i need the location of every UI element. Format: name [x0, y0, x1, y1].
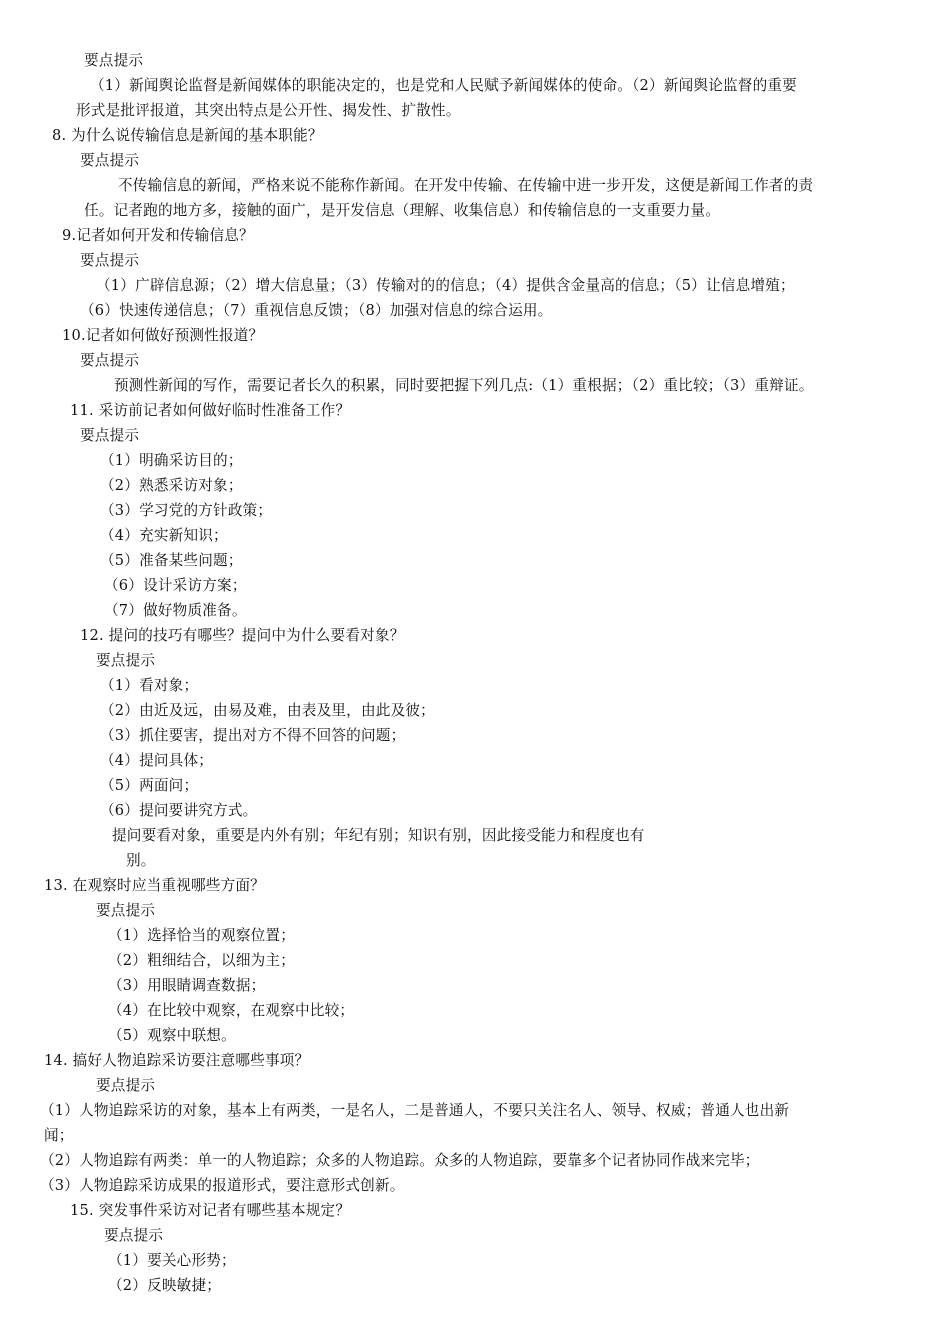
paragraph-line: （1）人物追踪采访的对象，基本上有两类，一是名人，二是普通人，不要只关注名人、领导、权威；普通人也出新: [40, 1102, 790, 1119]
question-heading: 8. 为什么说传输信息是新闻的基本职能？: [52, 127, 323, 144]
list-item: （5）观察中联想。: [108, 1027, 236, 1044]
tips-heading: 要点提示: [80, 252, 140, 269]
paragraph-line: 别。: [126, 852, 156, 869]
paragraph-line: 任。记者跑的地方多，接触的面广，是开发信息（理解、收集信息）和传输信息的一支重要力量。: [84, 202, 721, 219]
paragraph-line: （1）新闻舆论监督是新闻媒体的职能决定的，也是党和人民赋予新闻媒体的使命。（2）新闻舆论监督的重要: [90, 77, 797, 94]
question-heading: 9.记者如何开发和传输信息？: [62, 227, 254, 244]
list-item: （7）做好物质准备。: [104, 602, 247, 619]
list-item: （6）提问要讲究方式。: [100, 802, 258, 819]
paragraph-line: （6）快速传递信息；（7）重视信息反馈；（8）加强对信息的综合运用。: [80, 302, 553, 319]
list-item: （3）抓住要害，提出对方不得不回答的问题；: [100, 727, 406, 744]
paragraph-line: （3）人物追踪采访成果的报道形式，要注意形式创新。: [40, 1177, 405, 1194]
tips-heading: 要点提示: [96, 1077, 156, 1094]
paragraph-line: 不传输信息的新闻，严格来说不能称作新闻。在开发中传输、在传输中进一步开发，这便是新闻工作者的责: [118, 177, 814, 194]
list-item: （2）由近及远，由易及难，由表及里，由此及彼；: [100, 702, 435, 719]
list-item: （2）熟悉采访对象；: [100, 477, 243, 494]
list-item: （4）充实新知识；: [100, 527, 228, 544]
list-item: （5）两面问；: [100, 777, 199, 794]
list-item: （1）选择恰当的观察位置；: [108, 927, 296, 944]
tips-heading: 要点提示: [104, 1227, 164, 1244]
question-heading: 14. 搞好人物追踪采访要注意哪些事项？: [44, 1052, 310, 1069]
question-heading: 12. 提问的技巧有哪些？提问中为什么要看对象？: [80, 627, 405, 644]
list-item: （3）学习党的方针政策；: [100, 502, 273, 519]
paragraph-line: （2）人物追踪有两类：单一的人物追踪；众多的人物追踪。众多的人物追踪，要靠多个记者协同作战来完毕；: [40, 1152, 760, 1169]
question-heading: 10.记者如何做好预测性报道？: [62, 327, 264, 344]
list-item: （4）在比较中观察，在观察中比较；: [108, 1002, 355, 1019]
tips-heading: 要点提示: [80, 427, 140, 444]
list-item: （6）设计采访方案；: [104, 577, 247, 594]
question-heading: 11. 采访前记者如何做好临时性准备工作？: [70, 402, 351, 419]
paragraph-line: 提问要看对象，重要是内外有别；年纪有别；知识有别，因此接受能力和程度也有: [112, 827, 645, 844]
list-item: （2）粗细结合，以细为主；: [108, 952, 296, 969]
tips-heading: 要点提示: [96, 902, 156, 919]
paragraph-line: 形式是批评报道，其突出特点是公开性、揭发性、扩散性。: [76, 102, 461, 119]
list-item: （1）明确采访目的；: [100, 452, 243, 469]
list-item: （3）用眼睛调查数据；: [108, 977, 266, 994]
question-heading: 13. 在观察时应当重视哪些方面？: [44, 877, 265, 894]
paragraph-line: 闻；: [44, 1127, 74, 1144]
list-item: （4）提问具体；: [100, 752, 214, 769]
tips-heading: 要点提示: [96, 652, 156, 669]
paragraph-line: 预测性新闻的写作，需要记者长久的积累，同时要把握下列几点:（1）重根据；（2）重比较；（3）重辩证。: [114, 377, 814, 394]
list-item: （1）看对象；: [100, 677, 199, 694]
paragraph-line: （1）广辟信息源；（2）增大信息量；（3）传输对的的信息；（4）提供含金量高的信息；（5）让信息增殖；: [96, 277, 795, 294]
question-heading: 15. 突发事件采访对记者有哪些基本规定？: [70, 1202, 351, 1219]
list-item: （5）准备某些问题；: [100, 552, 243, 569]
tips-heading: 要点提示: [84, 52, 144, 69]
list-item: （2）反映敏捷；: [108, 1277, 222, 1294]
list-item: （1）要关心形势；: [108, 1252, 236, 1269]
tips-heading: 要点提示: [80, 352, 140, 369]
tips-heading: 要点提示: [80, 152, 140, 169]
